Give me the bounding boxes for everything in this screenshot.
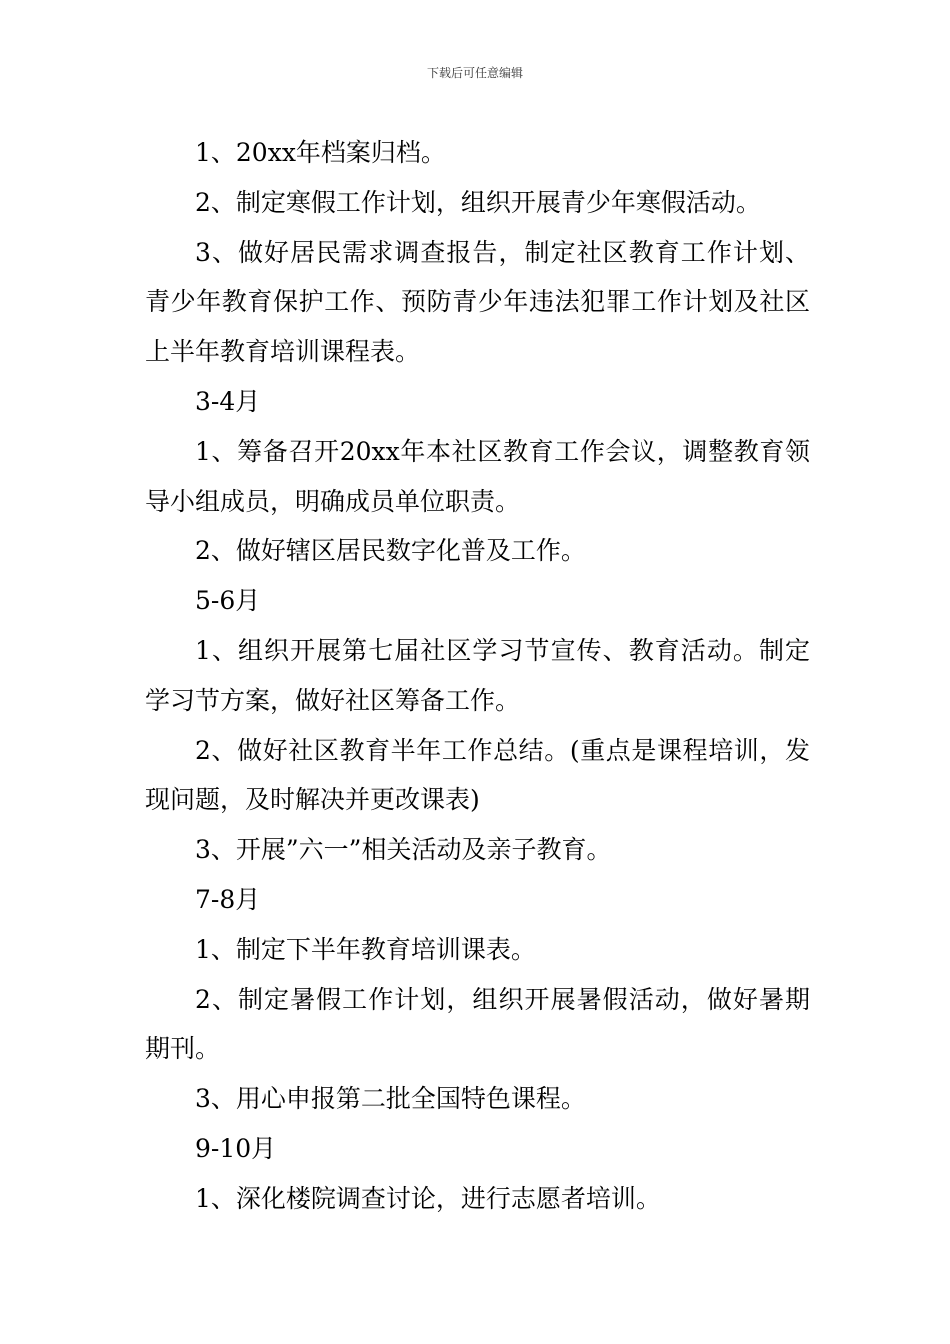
paragraph: 2、制定寒假工作计划，组织开展青少年寒假活动。 (195, 187, 761, 217)
paragraph: 3、做好居民需求调查报告，制定社区教育工作计划、青少年教育保护工作、预防青少年违法犯罪工作计划及社区上半年教育培训课程表。 (145, 237, 810, 367)
paragraph: 1、筹备召开20xx年本社区教育工作会议，调整教育领导小组成员，明确成员单位职责。 (145, 436, 810, 516)
paragraph: 3、用心申报第二批全国特色课程。 (195, 1084, 586, 1114)
paragraph: 2、制定暑假工作计划，组织开展暑假活动，做好暑期期刊。 (145, 984, 810, 1064)
section-heading: 3-4月 (195, 386, 261, 416)
section-heading: 9-10月 (195, 1133, 277, 1163)
paragraph: 3、开展”六一”相关活动及亲子教育。 (195, 835, 612, 865)
document-body (145, 128, 810, 1224)
page-header: 下载后可任意编辑 (426, 66, 523, 80)
paragraph: 1、组织开展第七届社区学习节宣传、教育活动。制定学习节方案，做好社区筹备工作。 (145, 635, 810, 715)
section-heading: 5-6月 (195, 586, 261, 616)
paragraph: 1、20xx年档案归档。 (195, 138, 446, 167)
section-heading: 7-8月 (195, 884, 261, 914)
paragraph: 2、做好社区教育半年工作总结。(重点是课程培训，发现问题，及时解决并更改课表) (145, 735, 810, 815)
paragraph: 1、深化楼院调查讨论，进行志愿者培训。 (195, 1183, 661, 1213)
paragraph: 1、制定下半年教育培训课表。 (195, 934, 536, 964)
paragraph: 2、做好辖区居民数字化普及工作。 (195, 536, 586, 566)
